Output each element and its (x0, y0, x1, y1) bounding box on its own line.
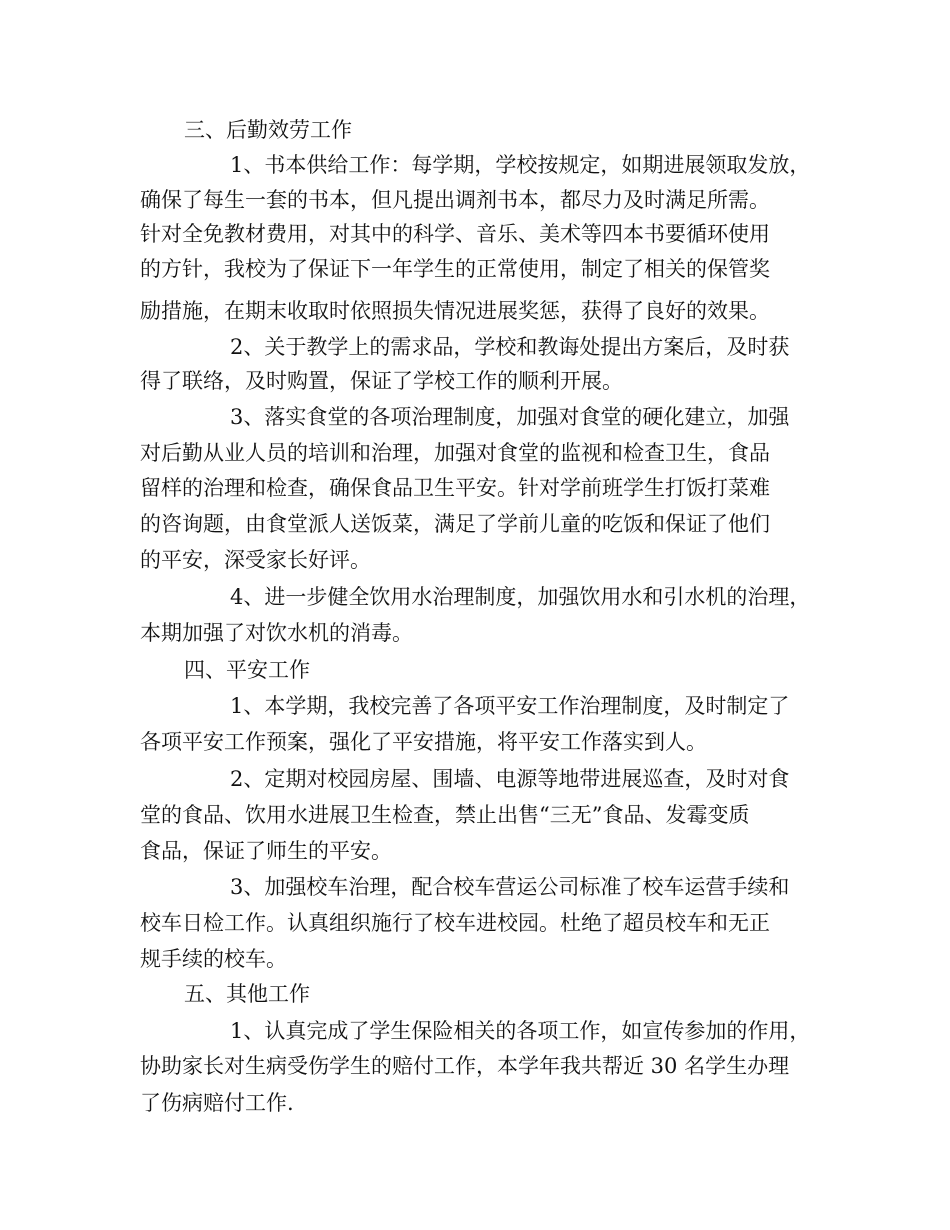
paragraph-line: 1、书本供给工作：每学期，学校按规定，如期进展领取发放， (230, 153, 811, 177)
paragraph-line: 3、落实食堂的各项治理制度，加强对食堂的硬化建立，加强 (230, 405, 790, 429)
paragraph-line: 1、本学期，我校完善了各项平安工作治理制度，及时制定了 (230, 694, 790, 718)
paragraph-line: 留样的治理和检查，确保食品卫生平安。针对学前班学生打饭打菜难 (140, 476, 770, 500)
paragraph-line: 本期加强了对饮水机的消毒。 (140, 621, 413, 645)
paragraph-line: 堂的食品、饮用水进展卫生检查，禁止出售“三无”食品、发霉变质 (140, 803, 750, 827)
paragraph-line: 1、认真完成了学生保险相关的各项工作，如宣传参加的作用， (230, 1019, 811, 1043)
paragraph-line: 的咨询题，由食堂派人送饭菜，满足了学前儿童的吃饭和保证了他们 (140, 512, 770, 536)
section-heading-logistics: 三、后勤效劳工作 (184, 118, 352, 142)
paragraph-line: 食品，保证了师生的平安。 (140, 839, 392, 863)
paragraph-line: 4、进一步健全饮用水治理制度，加强饮用水和引水机的治理， (230, 585, 811, 609)
paragraph-line: 各项平安工作预案，强化了平安措施，将平安工作落实到人。 (140, 730, 707, 754)
paragraph-line: 规手续的校车。 (140, 947, 287, 971)
section-heading-other: 五、其他工作 (184, 982, 310, 1006)
paragraph-line: 针对全免教材费用，对其中的科学、音乐、美术等四本书要循环使用 (140, 222, 770, 246)
paragraph-line: 2、关于教学上的需求品，学校和教诲处提出方案后，及时获 (230, 335, 790, 359)
paragraph-line: 协助家长对生病受伤学生的赔付工作，本学年我共帮近 30 名学生办理 (140, 1054, 790, 1078)
paragraph-line: 确保了每生一套的书本，但凡提出调剂书本，都尽力及时满足所需。 (140, 188, 770, 212)
paragraph-line: 2、定期对校园房屋、围墙、电源等地带进展巡查，及时对食 (230, 767, 790, 791)
paragraph-line: 的方针，我校为了保证下一年学生的正常使用，制定了相关的保管奖 (140, 257, 770, 281)
paragraph-line: 校车日检工作。认真组织施行了校车进校园。杜绝了超员校车和无正 (140, 911, 770, 935)
paragraph-line: 3、加强校车治理，配合校车营运公司标准了校车运营手续和 (230, 875, 790, 899)
paragraph-line: 对后勤从业人员的培训和治理，加强对食堂的监视和检查卫生，食品 (140, 441, 770, 465)
paragraph-line: 了伤病赔付工作. (140, 1091, 294, 1115)
paragraph-line: 的平安，深受家长好评。 (140, 548, 371, 572)
section-heading-safety: 四、平安工作 (184, 658, 310, 682)
paragraph-line: 得了联络，及时购置，保证了学校工作的顺利开展。 (140, 369, 623, 393)
paragraph-line: 励措施，在期末收取时依照损失情况进展奖惩，获得了良好的效果。 (140, 299, 770, 323)
